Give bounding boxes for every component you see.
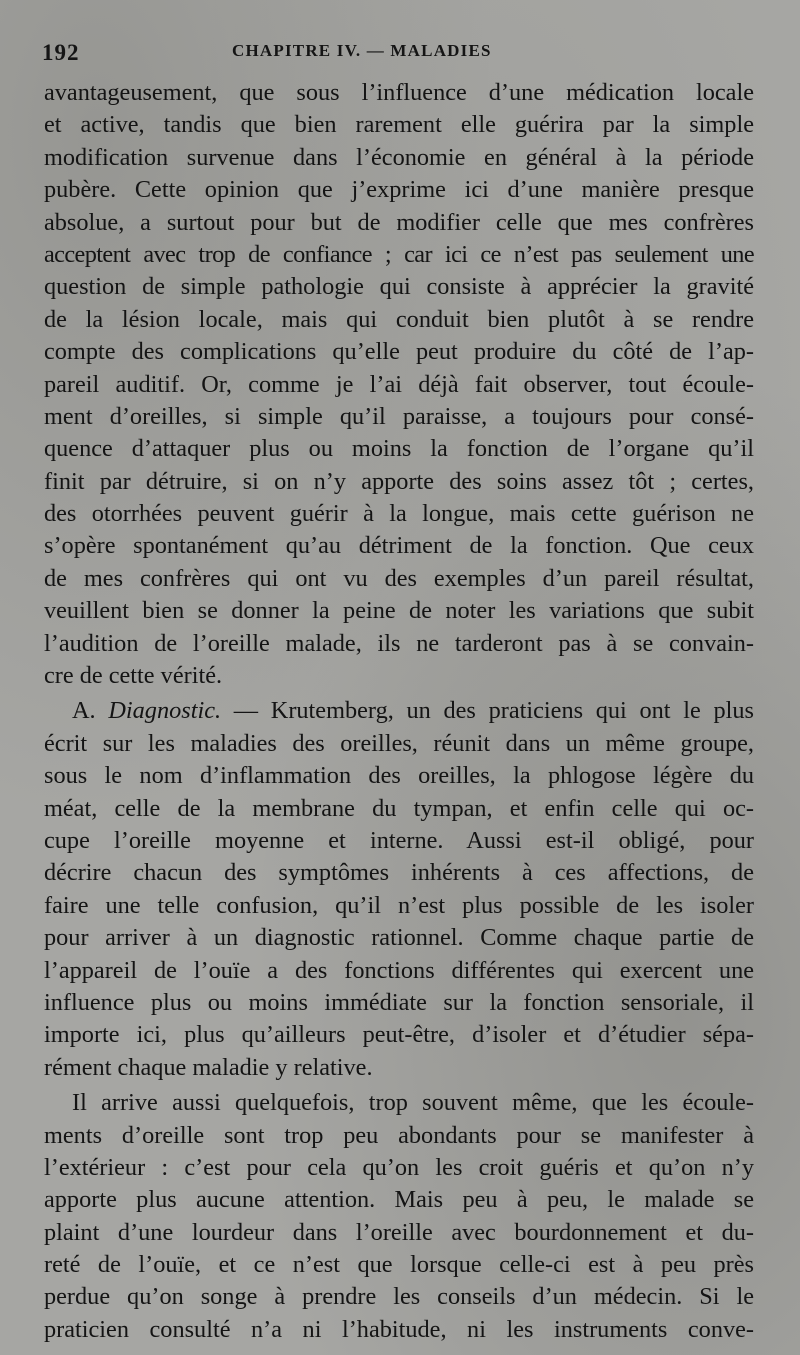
text-line: avantageusement, que sous l’influence d’une médication locale [44,79,754,106]
text-line: l’extérieur : c’est pour cela qu’on les croit guéris et qu’on n’y [44,1153,754,1181]
text-line: cupe l’oreille moyenne et interne. Aussi est-il obligé, pour [44,826,754,854]
text-line: absolue, a surtout pour but de modifier celle que mes confrères [44,208,754,236]
text-line: quence d’attaquer plus ou moins la fonction de l’organe qu’il [44,435,754,463]
text-line: reté de l’ouïe, et ce n’est que lorsque celle-ci est à peu près [44,1251,754,1279]
paragraph-1 [44,77,754,692]
text-line: ment d’oreilles, si simple qu’il paraisse, a toujours pour consé- [44,402,754,430]
text-line: compte des complications qu’elle peut produire du côté de l’ap- [44,338,754,366]
paragraph-3 [44,1087,754,1346]
text-line: acceptent avec trop de confiance ; car ici ce n’est pas seulement une [44,240,754,268]
text-line: de mes confrères qui ont vu des exemples d’un pareil résultat, [44,564,754,592]
text-line: l’audition de l’oreille malade, ils ne tarderont pas à se convain- [44,629,754,657]
section-heading-line [44,695,754,727]
section-label: A. [72,697,96,725]
text-line: apporte plus aucune attention. Mais peu à peu, le malade se [44,1186,754,1214]
text-line: veuillent bien se donner la peine de noter les variations que subit [44,597,754,625]
text-line: de la lésion locale, mais qui conduit bien plutôt à se rendre [44,305,754,333]
text-line: rément chaque maladie y relative. [44,1053,373,1081]
text-line: finit par détruire, si on n’y apporte des soins assez tôt ; certes, [44,467,754,495]
text-line: écrit sur les maladies des oreilles, réunit dans un même groupe, [44,729,754,757]
text-line: praticien consulté n’a ni l’habitude, ni les instruments conve- [44,1315,754,1343]
text-line: ments d’oreille sont trop peu abondants pour se manifester à [44,1121,754,1149]
text-line: pubère. Cette opinion que j’exprime ici d’une manière presque [44,176,754,204]
page-number: 192 [42,40,80,65]
text-line: faire une telle confusion, qu’il n’est plus possible de les isoler [44,891,754,919]
text-line: cre de cette vérité. [44,662,223,690]
running-head: CHAPITRE IV. — MALADIES [232,41,492,60]
text-line: méat, celle de la membrane du tympan, et enfin celle qui oc- [44,794,754,822]
text-line: plaint d’une lourdeur dans l’oreille avec bourdonnement et du- [44,1218,754,1246]
text-line: question de simple pathologie qui consiste à apprécier la gravité [44,273,754,301]
text-line: importe ici, plus qu’ailleurs peut-être, d’isoler et d’étudier sépa- [44,1021,754,1049]
text-line: influence plus ou moins immédiate sur la fonction sensoriale, il [44,988,754,1016]
text-line: Il arrive aussi quelquefois, trop souvent même, que les écoule- [72,1089,754,1117]
paragraph-2 [44,695,754,1084]
section-title: Diagnostic. [108,697,222,725]
body-text [44,77,754,1346]
text-line: s’opère spontanément qu’au détriment de la fonction. Que ceux [44,532,754,560]
text-line: pour arriver à un diagnostic rationnel. Comme chaque partie de [44,924,754,952]
text-line: l’appareil de l’ouïe a des fonctions différentes qui exercent une [44,956,754,984]
text-line: et active, tandis que bien rarement elle guérira par la simple [44,111,754,139]
section-lead-text: — Krutemberg, un des praticiens qui ont le plus [221,697,754,725]
text-line: des otorrhées peuvent guérir à la longue, mais cette guérison ne [44,500,754,528]
text-line: décrire chacun des symptômes inhérents à ces affections, de [44,859,754,887]
text-line: perdue qu’on songe à prendre les conseils d’un médecin. Si le [44,1283,754,1311]
page-header [42,38,766,66]
text-line: modification survenue dans l’économie en général à la période [44,143,754,171]
text-line: pareil auditif. Or, comme je l’ai déjà fait observer, tout écoule- [44,370,754,398]
text-line: sous le nom d’inflammation des oreilles, la phlogose légère du [44,762,754,790]
